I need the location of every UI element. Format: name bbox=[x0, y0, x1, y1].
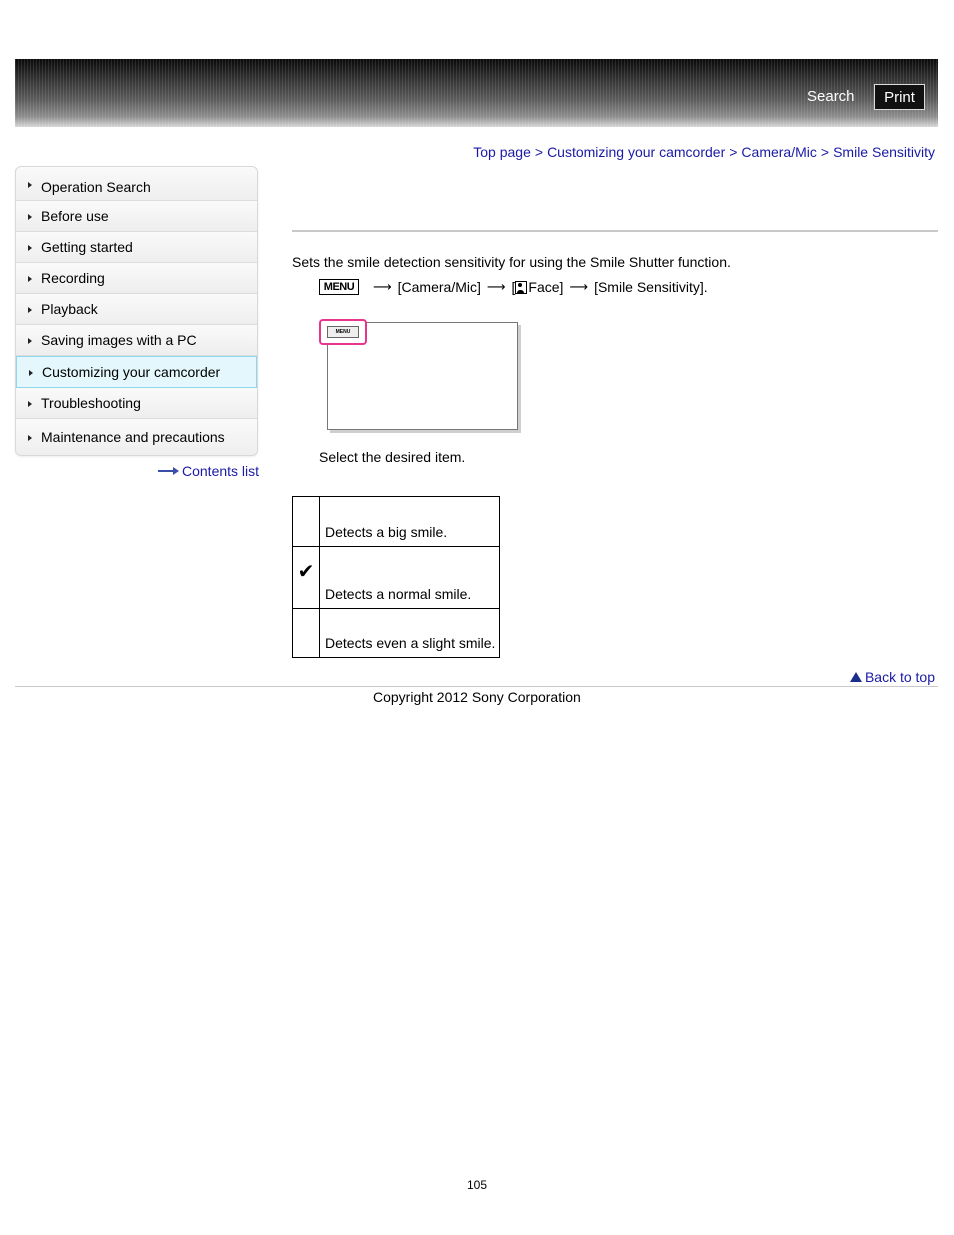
option-icon-cell bbox=[293, 609, 320, 658]
arrow-right-icon bbox=[28, 276, 32, 282]
arrow-right-icon bbox=[28, 401, 32, 407]
triangle-up-icon bbox=[850, 672, 862, 682]
checkmark-icon: ✔ bbox=[297, 561, 315, 583]
arrow-right-icon bbox=[28, 214, 32, 220]
sidebar-item-label: Customizing your camcorder bbox=[42, 364, 221, 380]
arrow-right-icon: ⟶ bbox=[486, 279, 506, 294]
sidebar-item-customizing[interactable] bbox=[16, 356, 257, 388]
options-table bbox=[292, 496, 500, 658]
sidebar-item-saving-images[interactable] bbox=[16, 325, 257, 356]
copyright-text: Copyright 2012 Sony Corporation bbox=[373, 689, 581, 705]
breadcrumb-customizing[interactable]: Customizing your camcorder bbox=[547, 144, 726, 160]
back-to-top-label: Back to top bbox=[864, 669, 935, 685]
option-description: Detects a normal smile. bbox=[320, 547, 500, 609]
option-icon-cell bbox=[293, 497, 320, 547]
arrow-right-icon bbox=[28, 182, 32, 188]
table-row bbox=[293, 547, 500, 609]
print-button[interactable]: Print bbox=[874, 84, 925, 110]
table-row bbox=[293, 609, 500, 658]
sidebar-item-getting-started[interactable] bbox=[16, 232, 257, 263]
page-number: 105 bbox=[467, 1178, 488, 1192]
sidebar-item-playback[interactable] bbox=[16, 294, 257, 325]
sidebar-item-label: Troubleshooting bbox=[41, 395, 141, 411]
arrow-right-icon bbox=[28, 307, 32, 313]
breadcrumb bbox=[473, 144, 935, 160]
arrow-right-icon bbox=[28, 338, 32, 344]
contents-list-label: Contents list bbox=[182, 463, 260, 479]
breadcrumb-camera-mic[interactable]: Camera/Mic bbox=[741, 144, 817, 160]
path-step-camera-mic: [Camera/Mic] bbox=[397, 279, 481, 295]
face-icon bbox=[515, 281, 527, 294]
sidebar-nav bbox=[15, 166, 258, 456]
sidebar-item-before-use[interactable] bbox=[16, 201, 257, 232]
sidebar-item-label: Before use bbox=[41, 208, 109, 224]
table-row bbox=[293, 497, 500, 547]
arrow-right-icon bbox=[29, 370, 33, 376]
arrow-right-icon: ⟶ bbox=[373, 279, 392, 294]
option-icon-cell bbox=[293, 547, 320, 609]
breadcrumb-separator: > bbox=[820, 144, 830, 160]
option-description: Detects even a slight smile. bbox=[320, 609, 500, 658]
contents-list-link[interactable] bbox=[158, 463, 259, 479]
search-link[interactable]: Search bbox=[807, 88, 855, 105]
option-description: Detects a big smile. bbox=[320, 497, 500, 547]
path-step-smile-sensitivity: [Smile Sensitivity]. bbox=[594, 279, 708, 295]
sidebar-item-label: Recording bbox=[41, 270, 105, 286]
arrow-right-icon bbox=[158, 466, 180, 476]
screen-menu-highlight bbox=[319, 319, 367, 345]
breadcrumb-separator: > bbox=[534, 144, 544, 160]
path-step-face: Face] bbox=[528, 279, 564, 295]
sidebar-item-label: Saving images with a PC bbox=[41, 332, 197, 348]
menu-path bbox=[319, 279, 708, 295]
footer-divider bbox=[15, 686, 938, 687]
back-to-top-link[interactable] bbox=[850, 669, 935, 685]
breadcrumb-smile-sensitivity[interactable]: Smile Sensitivity bbox=[833, 144, 935, 160]
arrow-right-icon bbox=[28, 435, 32, 441]
intro-text: Sets the smile detection sensitivity for using the Smile Shutter function. bbox=[292, 254, 731, 270]
menu-key-icon: MENU bbox=[319, 279, 359, 295]
breadcrumb-top-page[interactable]: Top page bbox=[473, 144, 531, 160]
sidebar-item-label: Getting started bbox=[41, 239, 133, 255]
sidebar-item-label: Playback bbox=[41, 301, 98, 317]
sidebar-item-maintenance[interactable] bbox=[16, 419, 257, 455]
path-step-open-bracket: [ bbox=[511, 279, 516, 295]
sidebar-item-operation-search[interactable] bbox=[16, 167, 257, 201]
screen-menu-button: MENU bbox=[327, 326, 359, 338]
title-divider bbox=[292, 230, 938, 232]
header-bar bbox=[15, 59, 938, 127]
breadcrumb-separator: > bbox=[729, 144, 738, 160]
sidebar-item-label: Operation Search bbox=[41, 178, 151, 195]
sidebar-item-label: Maintenance and precautions bbox=[41, 429, 225, 445]
sidebar-item-recording[interactable] bbox=[16, 263, 257, 294]
arrow-right-icon: ⟶ bbox=[569, 279, 589, 294]
arrow-right-icon bbox=[28, 245, 32, 251]
select-instruction: Select the desired item. bbox=[319, 449, 466, 465]
sidebar-item-troubleshooting[interactable] bbox=[16, 388, 257, 419]
